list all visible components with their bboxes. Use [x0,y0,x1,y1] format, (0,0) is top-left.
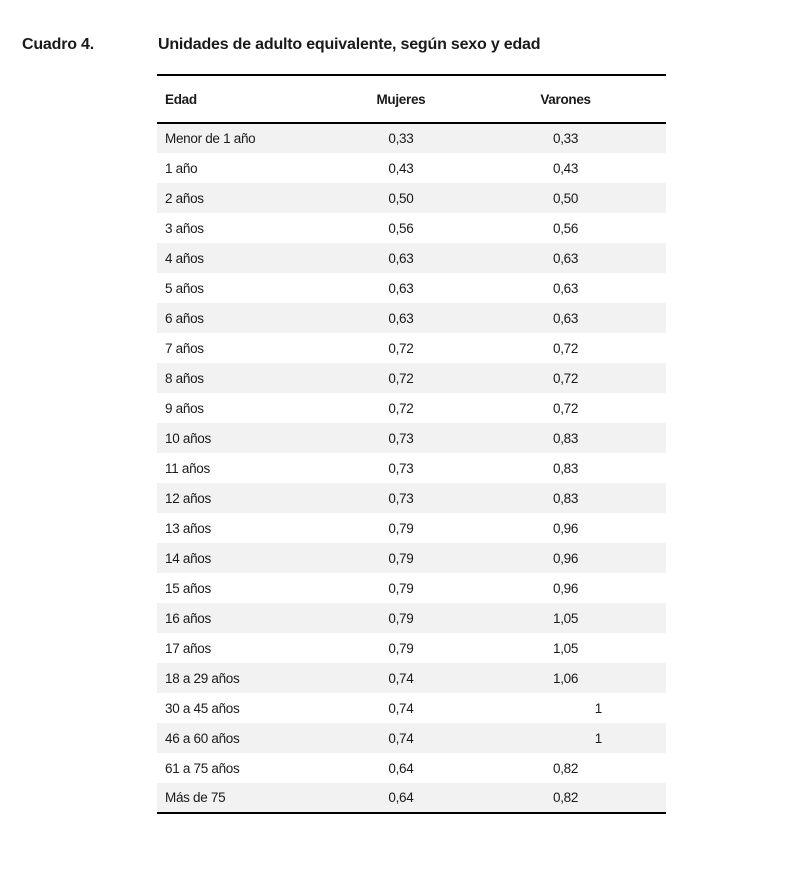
table-row [157,723,666,753]
cell-edad: 30 a 45 años [165,700,240,716]
table-body [157,123,666,813]
cell-varones: 0,72 [553,370,579,386]
cell-mujeres: 0,63 [388,280,414,296]
table-row [157,363,666,393]
cell-mujeres: 0,74 [388,670,414,686]
cell-edad: 61 a 75 años [165,760,240,776]
cell-edad: 17 años [165,640,211,656]
cell-varones: 0,63 [553,280,579,296]
cell-mujeres: 0,79 [388,640,414,656]
cell-varones: 0,83 [553,460,579,476]
cell-mujeres: 0,72 [388,340,414,356]
table-row [157,543,666,573]
cell-edad: 6 años [165,310,204,326]
cell-varones: 0,72 [553,400,579,416]
table-row [157,633,666,663]
cell-edad: 11 años [165,460,210,476]
cell-varones: 0,63 [553,310,579,326]
table-row [157,573,666,603]
column-header-varones: Varones [540,91,591,107]
table-row [157,183,666,213]
cell-varones: 0,72 [553,340,579,356]
table-caption-title: Unidades de adulto equivalente, según sexo y edad [158,36,541,53]
table-row [157,423,666,453]
table-row [157,333,666,363]
cell-mujeres: 0,72 [388,370,414,386]
cell-edad: Menor de 1 año [165,131,256,146]
cell-edad: 8 años [165,370,204,386]
cell-mujeres: 0,50 [388,190,414,206]
adult-equivalent-table [157,74,666,814]
table-row [157,393,666,423]
cell-mujeres: 0,43 [388,160,414,176]
table-row [157,123,666,153]
cell-varones: 1 [594,700,602,716]
cell-edad: 14 años [165,550,211,566]
table-row [157,663,666,693]
cell-varones: 0,83 [553,490,579,506]
table-row [157,273,666,303]
cell-mujeres: 0,79 [388,520,414,536]
cell-varones: 1,05 [553,610,579,626]
cell-edad: 13 años [165,520,211,536]
table-row [157,783,666,813]
cell-mujeres: 0,63 [388,250,414,266]
table-header-row [157,75,666,123]
cell-edad: 1 año [165,160,198,176]
table-header [157,75,666,123]
cell-mujeres: 0,73 [388,460,414,476]
cell-varones: 0,33 [553,131,579,146]
cell-mujeres: 0,33 [388,131,414,146]
table-caption-label: Cuadro 4. [22,36,94,53]
cell-edad: 4 años [165,250,204,266]
cell-varones: 0,43 [553,160,579,176]
cell-varones: 0,96 [553,520,579,536]
cell-varones: 1 [594,730,602,746]
adult-equivalent-table-container [157,74,666,814]
cell-mujeres: 0,74 [388,700,414,716]
column-header-edad: Edad [165,91,197,107]
cell-varones: 0,63 [553,250,579,266]
cell-edad: 16 años [165,610,211,626]
cell-mujeres: 0,64 [388,790,414,805]
cell-mujeres: 0,79 [388,550,414,566]
cell-mujeres: 0,79 [388,610,414,626]
cell-mujeres: 0,56 [388,220,414,236]
table-row [157,513,666,543]
cell-varones: 0,83 [553,430,579,446]
cell-edad: 10 años [165,430,211,446]
cell-varones: 0,96 [553,580,579,596]
cell-edad: Más de 75 [165,790,226,805]
column-header-mujeres: Mujeres [376,91,426,107]
cell-varones: 0,50 [553,190,579,206]
cell-edad: 3 años [165,220,204,236]
cell-varones: 1,05 [553,640,579,656]
cell-varones: 0,82 [553,790,579,805]
cell-edad: 46 a 60 años [165,730,240,746]
table-row [157,243,666,273]
table-row [157,303,666,333]
cell-mujeres: 0,72 [388,400,414,416]
table-row [157,603,666,633]
cell-edad: 15 años [165,580,211,596]
cell-varones: 0,82 [553,760,579,776]
cell-edad: 12 años [165,490,211,506]
cell-mujeres: 0,74 [388,730,414,746]
table-row [157,693,666,723]
cell-edad: 7 años [165,340,204,356]
cell-mujeres: 0,73 [388,490,414,506]
cell-edad: 18 a 29 años [165,670,240,686]
cell-edad: 5 años [165,280,204,296]
cell-edad: 2 años [165,190,204,206]
table-row [157,153,666,183]
cell-mujeres: 0,64 [388,760,414,776]
table-row [157,753,666,783]
table-row [157,453,666,483]
cell-varones: 0,96 [553,550,579,566]
cell-mujeres: 0,79 [388,580,414,596]
cell-mujeres: 0,73 [388,430,414,446]
table-row [157,213,666,243]
cell-varones: 1,06 [553,670,579,686]
cell-mujeres: 0,63 [388,310,414,326]
cell-varones: 0,56 [553,220,579,236]
table-row [157,483,666,513]
cell-edad: 9 años [165,400,204,416]
